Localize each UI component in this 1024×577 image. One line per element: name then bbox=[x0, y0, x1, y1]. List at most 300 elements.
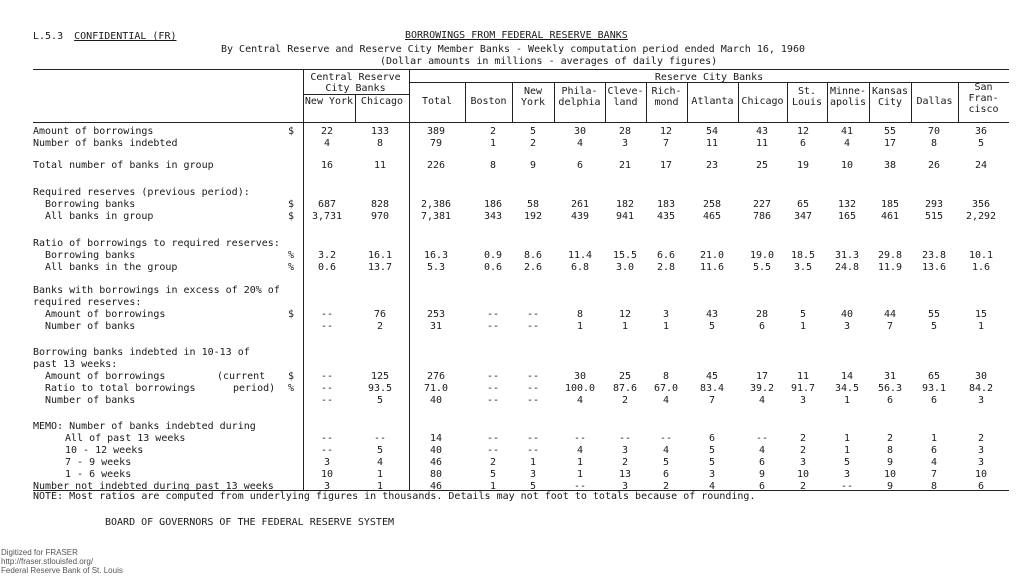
table-cell: 828 bbox=[370, 199, 390, 210]
table-cell: 182 bbox=[615, 199, 635, 210]
row-label: 10 - 12 weeks bbox=[65, 445, 144, 456]
table-cell: 9 bbox=[529, 160, 537, 171]
table-cell: -- bbox=[573, 433, 587, 444]
table-cell: 2 bbox=[621, 395, 629, 406]
row-label: Borrowing banks bbox=[45, 199, 136, 210]
column-header: New York bbox=[520, 86, 546, 108]
table-cell: 4 bbox=[323, 138, 331, 149]
table-cell: 65 bbox=[927, 371, 941, 382]
table-cell: 16 bbox=[320, 160, 334, 171]
table-cell: 4 bbox=[576, 138, 584, 149]
table-cell: -- bbox=[320, 371, 334, 382]
table-cell: -- bbox=[320, 383, 334, 394]
table-cell: 4 bbox=[662, 445, 670, 456]
table-cell: 3,731 bbox=[311, 211, 343, 222]
table-cell: 1 bbox=[843, 433, 851, 444]
table-cell: -- bbox=[526, 321, 540, 332]
table-cell: 7 bbox=[886, 321, 894, 332]
table-cell: -- bbox=[526, 395, 540, 406]
table-cell: 3 bbox=[323, 457, 331, 468]
table-cell: 6.6 bbox=[656, 250, 676, 261]
table-cell: 261 bbox=[570, 199, 590, 210]
table-cell: 2 bbox=[799, 433, 807, 444]
table-cell: 186 bbox=[483, 199, 503, 210]
row-label: MEMO: Number of banks indebted during bbox=[33, 421, 256, 432]
table-cell: 14 bbox=[840, 371, 854, 382]
table-cell: 2 bbox=[799, 481, 807, 492]
table-cell: 11 bbox=[755, 138, 769, 149]
table-cell: 3.5 bbox=[793, 262, 813, 273]
table-cell: 439 bbox=[570, 211, 590, 222]
column-header: Dallas bbox=[916, 96, 953, 107]
row-label: Required reserves (previous period): bbox=[33, 187, 250, 198]
table-cell: 8 bbox=[886, 445, 894, 456]
table-cell: 133 bbox=[370, 126, 390, 137]
group-header-reserve: Reserve City Banks bbox=[654, 72, 764, 83]
row-label: 1 - 6 weeks bbox=[65, 469, 132, 480]
column-header: New York bbox=[304, 96, 354, 107]
row-label: past 13 weeks: bbox=[33, 359, 118, 370]
table-cell: -- bbox=[486, 321, 500, 332]
table-cell: 185 bbox=[880, 199, 900, 210]
table-cell: -- bbox=[320, 309, 334, 320]
column-header: Total bbox=[421, 96, 453, 107]
table-cell: -- bbox=[840, 481, 854, 492]
table-cell: -- bbox=[526, 309, 540, 320]
table-cell: -- bbox=[573, 481, 587, 492]
table-cell: 1 bbox=[576, 321, 584, 332]
table-cell: 2,292 bbox=[965, 211, 997, 222]
table-cell: 10 bbox=[840, 160, 854, 171]
table-cell: 6.8 bbox=[570, 262, 590, 273]
table-cell: 10 bbox=[320, 469, 334, 480]
board-signature: BOARD OF GOVERNORS OF THE FEDERAL RESERVE SYSTEM bbox=[105, 517, 394, 528]
table-cell: 58 bbox=[526, 199, 540, 210]
column-header: Rich-​mond bbox=[651, 86, 682, 108]
table-cell: 786 bbox=[752, 211, 772, 222]
table-cell: -- bbox=[526, 445, 540, 456]
table-cell: 6 bbox=[758, 481, 766, 492]
table-cell: 1.6 bbox=[971, 262, 991, 273]
table-cell: 3 bbox=[621, 481, 629, 492]
table-cell: 9 bbox=[886, 481, 894, 492]
table-cell: 23.8 bbox=[921, 250, 947, 261]
table-cell: 435 bbox=[656, 211, 676, 222]
table-cell: 4 bbox=[758, 395, 766, 406]
table-cell: 165 bbox=[837, 211, 857, 222]
table-cell: 8 bbox=[489, 160, 497, 171]
table-cell: 40 bbox=[429, 395, 443, 406]
table-cell: 1 bbox=[576, 469, 584, 480]
table-cell: 17 bbox=[659, 160, 673, 171]
table-cell: 13.6 bbox=[921, 262, 947, 273]
table-cell: 3 bbox=[977, 445, 985, 456]
table-cell: 1 bbox=[621, 321, 629, 332]
table-cell: 2 bbox=[489, 457, 497, 468]
row-label-note: (current bbox=[217, 371, 266, 382]
table-cell: -- bbox=[526, 371, 540, 382]
table-cell: 11.4 bbox=[567, 250, 593, 261]
doc-subtitle: By Central Reserve and Reserve City Member Banks - Weekly computation period ended March 16, 1960 bbox=[221, 44, 805, 55]
table-cell: 5 bbox=[662, 457, 670, 468]
column-header: Phila-​delphia bbox=[558, 86, 601, 108]
table-cell: 5 bbox=[843, 457, 851, 468]
table-cell: 22 bbox=[320, 126, 334, 137]
table-cell: 8 bbox=[576, 309, 584, 320]
table-cell: 76 bbox=[373, 309, 387, 320]
table-cell: 0.9 bbox=[483, 250, 503, 261]
table-cell: 2.6 bbox=[523, 262, 543, 273]
table-cell: 5 bbox=[708, 457, 716, 468]
table-cell: -- bbox=[373, 433, 387, 444]
table-cell: 39.2 bbox=[749, 383, 775, 394]
table-cell: 6 bbox=[758, 457, 766, 468]
fraser-credit-2[interactable]: http://fraser.stlouisfed.org/ bbox=[1, 557, 94, 566]
table-cell: 3 bbox=[708, 469, 716, 480]
table-cell: 5 bbox=[799, 309, 807, 320]
table-cell: 276 bbox=[426, 371, 446, 382]
table-cell: 36 bbox=[974, 126, 988, 137]
table-cell: -- bbox=[486, 383, 500, 394]
table-cell: 5 bbox=[708, 445, 716, 456]
table-cell: 71.0 bbox=[423, 383, 449, 394]
table-cell: 2 bbox=[662, 481, 670, 492]
table-cell: 1 bbox=[529, 457, 537, 468]
table-cell: 67.0 bbox=[653, 383, 679, 394]
table-cell: -- bbox=[618, 433, 632, 444]
table-cell: 515 bbox=[924, 211, 944, 222]
table-cell: 253 bbox=[426, 309, 446, 320]
table-cell: 5.3 bbox=[426, 262, 446, 273]
table-cell: 3 bbox=[799, 457, 807, 468]
table-cell: 356 bbox=[971, 199, 991, 210]
table-cell: 4 bbox=[662, 395, 670, 406]
table-cell: -- bbox=[486, 433, 500, 444]
table-cell: 3 bbox=[843, 469, 851, 480]
unit-sign: % bbox=[288, 262, 295, 273]
table-cell: 55 bbox=[927, 309, 941, 320]
table-cell: 258 bbox=[702, 199, 722, 210]
table-cell: 25 bbox=[618, 371, 632, 382]
table-cell: 43 bbox=[755, 126, 769, 137]
table-cell: -- bbox=[755, 433, 769, 444]
table-cell: 2.8 bbox=[656, 262, 676, 273]
table-cell: 21.0 bbox=[699, 250, 725, 261]
table-cell: 1 bbox=[843, 395, 851, 406]
classification: CONFIDENTIAL (FR) bbox=[74, 31, 177, 42]
table-cell: 41 bbox=[840, 126, 854, 137]
table-cell: 25 bbox=[755, 160, 769, 171]
table-cell: 13 bbox=[618, 469, 632, 480]
row-label: Borrowing banks bbox=[45, 250, 136, 261]
table-cell: 2 bbox=[886, 433, 894, 444]
table-cell: 3 bbox=[977, 457, 985, 468]
table-cell: 8 bbox=[376, 138, 384, 149]
table-cell: 226 bbox=[426, 160, 446, 171]
table-cell: 2 bbox=[376, 321, 384, 332]
table-cell: 21 bbox=[618, 160, 632, 171]
table-cell: 9 bbox=[758, 469, 766, 480]
row-label: 7 - 9 weeks bbox=[65, 457, 132, 468]
table-cell: 5.5 bbox=[752, 262, 772, 273]
rule-head-bottom bbox=[33, 122, 1009, 123]
rule-central-sub bbox=[303, 94, 409, 95]
table-cell: 18.5 bbox=[790, 250, 816, 261]
table-cell: 3 bbox=[323, 481, 331, 492]
table-cell: 4 bbox=[843, 138, 851, 149]
rule-vertical bbox=[409, 69, 410, 490]
table-cell: 31.3 bbox=[834, 250, 860, 261]
table-cell: 1 bbox=[930, 433, 938, 444]
row-label: Amount of borrowings bbox=[33, 126, 154, 137]
doc-subtitle-2: (Dollar amounts in millions - averages of daily figures) bbox=[380, 56, 718, 67]
unit-sign: $ bbox=[288, 371, 295, 382]
table-note: NOTE: Most ratios are computed from underlying figures in thousands. Details may not foot to totals because of rounding. bbox=[33, 491, 756, 502]
table-cell: 4 bbox=[708, 481, 716, 492]
table-cell: 465 bbox=[702, 211, 722, 222]
table-cell: 84.2 bbox=[968, 383, 994, 394]
table-cell: 55 bbox=[883, 126, 897, 137]
table-cell: 1 bbox=[843, 445, 851, 456]
table-cell: 3 bbox=[799, 395, 807, 406]
table-cell: 3 bbox=[843, 321, 851, 332]
table-cell: -- bbox=[526, 433, 540, 444]
table-cell: 31 bbox=[883, 371, 897, 382]
table-cell: 43 bbox=[705, 309, 719, 320]
column-header: Kansas City bbox=[871, 86, 909, 108]
table-cell: 28 bbox=[755, 309, 769, 320]
table-cell: 23 bbox=[705, 160, 719, 171]
table-cell: 46 bbox=[429, 481, 443, 492]
table-cell: 2 bbox=[489, 126, 497, 137]
table-cell: 7 bbox=[708, 395, 716, 406]
table-cell: 6 bbox=[799, 138, 807, 149]
table-cell: 347 bbox=[793, 211, 813, 222]
table-cell: 17 bbox=[883, 138, 897, 149]
table-cell: 10.1 bbox=[968, 250, 994, 261]
unit-sign: % bbox=[288, 383, 295, 394]
table-cell: 4 bbox=[758, 445, 766, 456]
table-cell: 1 bbox=[376, 481, 384, 492]
table-cell: -- bbox=[486, 309, 500, 320]
column-header: Cleve-​land bbox=[607, 86, 644, 108]
table-cell: 11 bbox=[796, 371, 810, 382]
table-cell: 2 bbox=[621, 457, 629, 468]
table-cell: 11.6 bbox=[699, 262, 725, 273]
table-cell: 54 bbox=[705, 126, 719, 137]
row-label: All banks in group bbox=[45, 211, 154, 222]
table-cell: 3 bbox=[621, 445, 629, 456]
column-header: St. Louis bbox=[791, 86, 823, 108]
table-cell: 9 bbox=[886, 457, 894, 468]
table-cell: 8 bbox=[930, 481, 938, 492]
table-cell: 11 bbox=[373, 160, 387, 171]
table-cell: 7 bbox=[930, 469, 938, 480]
column-header: San Fran-​cisco bbox=[968, 82, 999, 115]
row-label: Number of banks bbox=[45, 395, 136, 406]
table-cell: 5 bbox=[529, 481, 537, 492]
table-cell: 3.0 bbox=[615, 262, 635, 273]
table-cell: 38 bbox=[883, 160, 897, 171]
column-header: Chicago bbox=[741, 96, 784, 107]
table-cell: 5 bbox=[708, 321, 716, 332]
unit-sign: $ bbox=[288, 211, 295, 222]
table-cell: 343 bbox=[483, 211, 503, 222]
table-cell: 34.5 bbox=[834, 383, 860, 394]
table-cell: 30 bbox=[573, 126, 587, 137]
table-cell: 687 bbox=[317, 199, 337, 210]
table-cell: 1 bbox=[799, 321, 807, 332]
table-cell: 13.7 bbox=[367, 262, 393, 273]
table-cell: -- bbox=[320, 445, 334, 456]
table-cell: 5 bbox=[930, 321, 938, 332]
table-cell: 8 bbox=[930, 138, 938, 149]
column-header: Chicago bbox=[360, 96, 404, 107]
table-cell: 4 bbox=[376, 457, 384, 468]
table-cell: 10 bbox=[974, 469, 988, 480]
table-cell: 44 bbox=[883, 309, 897, 320]
table-cell: 970 bbox=[370, 211, 390, 222]
table-cell: 15.5 bbox=[612, 250, 638, 261]
table-cell: 19.0 bbox=[749, 250, 775, 261]
table-cell: 30 bbox=[974, 371, 988, 382]
table-cell: 10 bbox=[883, 469, 897, 480]
row-label: Amount of borrowings bbox=[45, 371, 166, 382]
table-cell: 45 bbox=[705, 371, 719, 382]
table-cell: -- bbox=[526, 383, 540, 394]
table-cell: 6 bbox=[886, 395, 894, 406]
table-cell: 6 bbox=[662, 469, 670, 480]
table-cell: 6 bbox=[977, 481, 985, 492]
table-cell: 7 bbox=[662, 138, 670, 149]
table-cell: 40 bbox=[429, 445, 443, 456]
table-cell: 1 bbox=[376, 469, 384, 480]
table-cell: 293 bbox=[924, 199, 944, 210]
table-cell: 12 bbox=[796, 126, 810, 137]
column-header: Minne-​apolis bbox=[829, 86, 867, 108]
table-cell: 1 bbox=[977, 321, 985, 332]
table-cell: 30 bbox=[573, 371, 587, 382]
row-label: All banks in the group bbox=[45, 262, 178, 273]
row-label: Ratio of borrowings to required reserves: bbox=[33, 238, 280, 249]
table-cell: 29.8 bbox=[877, 250, 903, 261]
table-cell: 5 bbox=[977, 138, 985, 149]
table-cell: 56.3 bbox=[877, 383, 903, 394]
table-cell: 6 bbox=[930, 445, 938, 456]
table-cell: 8.6 bbox=[523, 250, 543, 261]
table-cell: 87.6 bbox=[612, 383, 638, 394]
table-cell: 15 bbox=[974, 309, 988, 320]
doc-ref: L.5.3 bbox=[33, 31, 64, 42]
column-header: Boston bbox=[470, 96, 507, 107]
table-cell: 11.9 bbox=[877, 262, 903, 273]
row-label: Borrowing banks indebted in 10-13 of bbox=[33, 347, 250, 358]
table-cell: 83.4 bbox=[699, 383, 725, 394]
table-cell: 1 bbox=[576, 457, 584, 468]
table-cell: 26 bbox=[927, 160, 941, 171]
table-cell: -- bbox=[320, 433, 334, 444]
table-cell: 3 bbox=[529, 469, 537, 480]
table-cell: 1 bbox=[662, 321, 670, 332]
table-cell: -- bbox=[320, 395, 334, 406]
unit-sign: $ bbox=[288, 309, 295, 320]
fraser-credit-1: Digitized for FRASER bbox=[1, 548, 78, 557]
row-label: Ratio to total borrowings bbox=[45, 383, 196, 394]
table-cell: 14 bbox=[429, 433, 443, 444]
table-cell: 192 bbox=[523, 211, 543, 222]
table-cell: 2 bbox=[977, 433, 985, 444]
table-cell: 79 bbox=[429, 138, 443, 149]
table-cell: 6 bbox=[758, 321, 766, 332]
table-cell: 24 bbox=[974, 160, 988, 171]
row-label: Number not indebted during past 13 weeks bbox=[33, 481, 274, 492]
table-cell: 227 bbox=[752, 199, 772, 210]
table-cell: 24.8 bbox=[834, 262, 860, 273]
table-cell: 4 bbox=[576, 445, 584, 456]
table-cell: 12 bbox=[659, 126, 673, 137]
row-label-note: period) bbox=[233, 383, 276, 394]
table-cell: 46 bbox=[429, 457, 443, 468]
table-cell: 3.2 bbox=[317, 250, 337, 261]
table-cell: 941 bbox=[615, 211, 635, 222]
doc-title: BORROWINGS FROM FEDERAL RESERVE BANKS bbox=[405, 30, 628, 41]
table-cell: 80 bbox=[429, 469, 443, 480]
table-cell: 70 bbox=[927, 126, 941, 137]
row-label: Banks with borrowings in excess of 20% of bbox=[33, 285, 280, 296]
table-cell: 1 bbox=[489, 481, 497, 492]
unit-sign: $ bbox=[288, 126, 295, 137]
table-cell: -- bbox=[659, 433, 673, 444]
table-cell: -- bbox=[486, 371, 500, 382]
doc-reference bbox=[33, 31, 177, 42]
table-cell: 6 bbox=[708, 433, 716, 444]
row-label: All of past 13 weeks bbox=[65, 433, 186, 444]
table-cell: 389 bbox=[426, 126, 446, 137]
group-header-central: Central Reserve City Banks bbox=[310, 72, 401, 94]
table-cell: 93.1 bbox=[921, 383, 947, 394]
table-cell: 8 bbox=[662, 371, 670, 382]
table-cell: 0.6 bbox=[317, 262, 337, 273]
unit-sign: $ bbox=[288, 199, 295, 210]
table-cell: 12 bbox=[618, 309, 632, 320]
table-cell: 28 bbox=[618, 126, 632, 137]
table-cell: 16.1 bbox=[367, 250, 393, 261]
row-label: required reserves: bbox=[33, 297, 142, 308]
table-cell: 65 bbox=[796, 199, 810, 210]
table-cell: 2 bbox=[799, 445, 807, 456]
table-cell: -- bbox=[486, 395, 500, 406]
fraser-credit-3: Federal Reserve Bank of St. Louis bbox=[1, 566, 123, 575]
table-cell: 5 bbox=[376, 395, 384, 406]
column-header: Atlanta bbox=[691, 96, 734, 107]
table-cell: 125 bbox=[370, 371, 390, 382]
table-cell: 17 bbox=[755, 371, 769, 382]
table-cell: 3 bbox=[621, 138, 629, 149]
row-label: Amount of borrowings bbox=[45, 309, 166, 320]
table-cell: 2,386 bbox=[420, 199, 452, 210]
table-cell: 93.5 bbox=[367, 383, 393, 394]
table-cell: 4 bbox=[576, 395, 584, 406]
row-label: Total number of banks in group bbox=[33, 160, 214, 171]
table-cell: 0.6 bbox=[483, 262, 503, 273]
table-cell: -- bbox=[320, 321, 334, 332]
row-label: Number of banks bbox=[45, 321, 136, 332]
table-cell: 1 bbox=[489, 138, 497, 149]
table-cell: 40 bbox=[840, 309, 854, 320]
table-cell: 7,381 bbox=[420, 211, 452, 222]
table-cell: 16.3 bbox=[423, 250, 449, 261]
unit-sign: % bbox=[288, 250, 295, 261]
